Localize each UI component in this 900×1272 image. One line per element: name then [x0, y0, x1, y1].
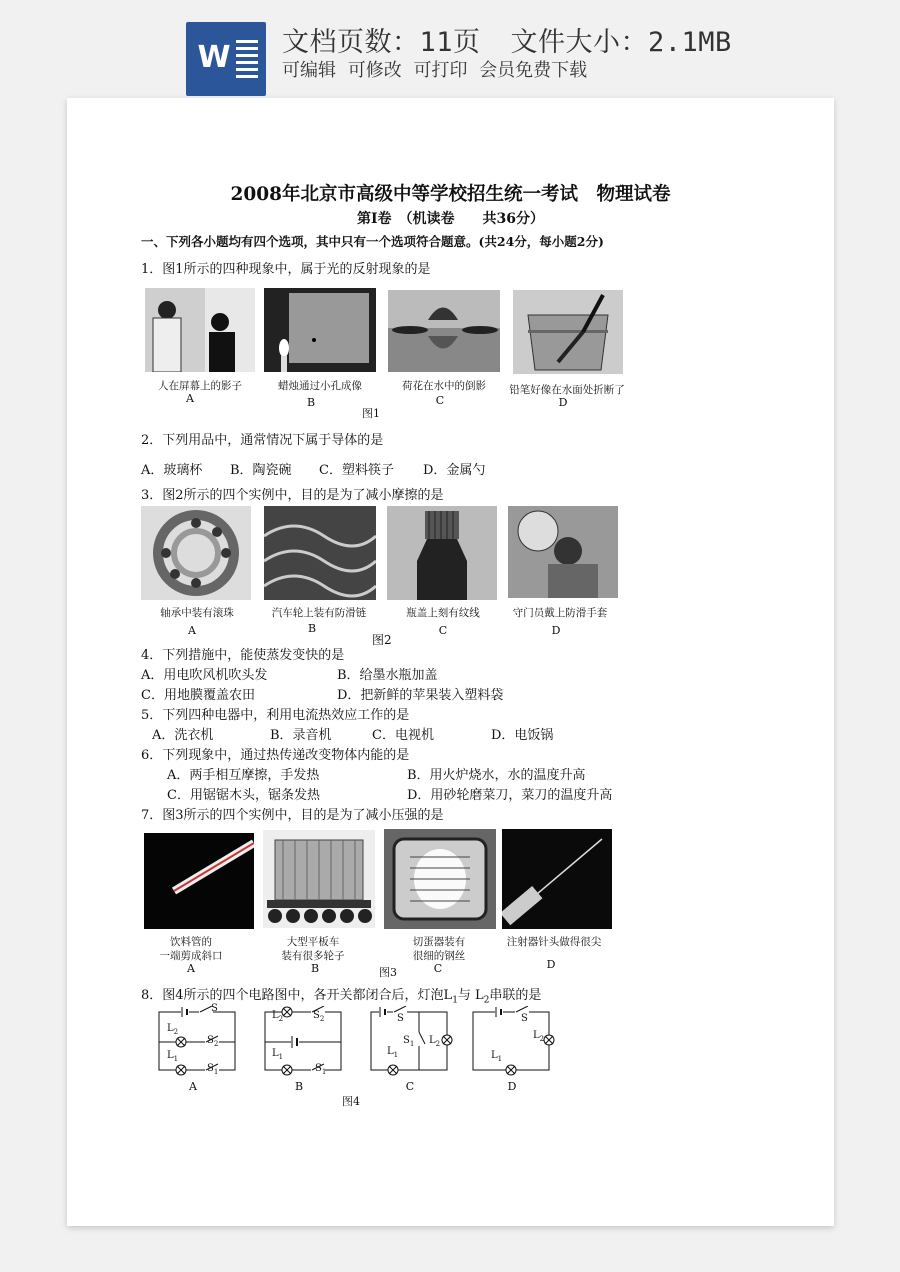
- q1-letter-c: C: [435, 394, 445, 407]
- circuit-b-s2-letter: S: [313, 1010, 320, 1021]
- section-heading: 一、下列各小题均有四个选项，其中只有一个选项符合题意。(共24分，每小题2分): [141, 234, 604, 249]
- question-8-stem: [141, 984, 541, 1006]
- feature-list: 可编辑 可修改 可打印 会员免费下载: [282, 60, 588, 81]
- q3-letter-b: B: [307, 622, 317, 635]
- q7-caption-c-line2: 很细的钢丝: [412, 950, 466, 962]
- circuit-c-s1-letter: S: [403, 1035, 410, 1046]
- q7-letter-a: A: [187, 962, 195, 975]
- q1-caption-a: 人在屏幕上的影子: [158, 380, 242, 392]
- q8-subscript-2: 2: [483, 995, 490, 1006]
- straw-photo: [144, 833, 254, 929]
- q1-caption-d: 铅笔好像在水面处折断了: [509, 384, 625, 396]
- q3-letter-a: A: [188, 624, 196, 637]
- q3-letter-c: C: [438, 624, 448, 637]
- q8-letter-c: C: [405, 1080, 415, 1093]
- circuit-a-l2-letter: L: [167, 1023, 174, 1034]
- figure-1-label: 图1: [362, 407, 380, 420]
- question-2-stem: 2．下列用品中，通常情况下属于导体的是: [141, 433, 384, 448]
- circuit-c-l1-sub: 1: [393, 1051, 399, 1059]
- q8-subscript-1: 1: [452, 995, 458, 1006]
- question-7-stem: 7．图3所示的四个实例中，目的是为了减小压强的是: [141, 808, 444, 823]
- q8-stem-part3: 串联的是: [489, 988, 542, 1003]
- circuit-b-s2-sub: 2: [319, 1015, 325, 1023]
- q6-option-b: B．用火炉烧水，水的温度升高: [407, 768, 586, 783]
- q7-letter-c: C: [433, 962, 443, 975]
- q8-stem-part1: 8．图4所示的四个电路图中，各开关都闭合后，灯泡L: [141, 988, 453, 1003]
- document-info-banner: [0, 0, 900, 100]
- q1-caption-c: 荷花在水中的倒影: [402, 380, 486, 392]
- circuit-c-l1-letter: L: [387, 1046, 394, 1057]
- circuit-b-l1-label: [272, 1048, 283, 1061]
- q4-option-a: A．用电吹风机吹头发: [141, 668, 268, 683]
- circuit-diagram-a: [155, 1006, 241, 1078]
- q7-caption-a-line2: 一端剪成斜口: [159, 950, 223, 962]
- circuit-b-s1-sub: 1: [321, 1068, 327, 1076]
- q1-letter-a: A: [186, 392, 194, 405]
- shadow-on-screen-photo: [145, 288, 255, 372]
- exam-subtitle: 第Ⅰ卷 （机读卷 共36分）: [356, 211, 545, 227]
- q8-letter-a: A: [189, 1080, 197, 1093]
- q2-option-a: A．玻璃杯: [141, 463, 203, 478]
- question-5-stem: 5．下列四种电器中，利用电流热效应工作的是: [141, 708, 410, 723]
- circuit-b-l2-label: [272, 1010, 283, 1023]
- circuit-c-switch-s-label: S: [397, 1013, 404, 1024]
- circuit-c-l1-label: [387, 1046, 398, 1059]
- file-size: 文件大小：2.1MB: [510, 27, 732, 58]
- q7-caption-a-line1: 饮料管的: [170, 936, 212, 948]
- egg-slicer-photo: [384, 829, 496, 929]
- q7-letter-d: D: [546, 958, 556, 971]
- q3-caption-d: 守门员戴上防滑手套: [512, 607, 608, 619]
- question-4-stem: 4．下列措施中，能使蒸发变快的是: [141, 648, 345, 663]
- page-count: 文档页数：11页: [282, 27, 481, 58]
- circuit-a-l1-label: [167, 1050, 178, 1063]
- q1-caption-b: 蜡烛通过小孔成像: [278, 380, 362, 392]
- syringe-photo: [502, 829, 612, 929]
- circuit-a-s1-letter: S: [207, 1063, 214, 1074]
- circuit-d-l2-sub: 2: [539, 1035, 545, 1043]
- circuit-b-l2-sub: 2: [278, 1015, 284, 1023]
- bearing-balls-photo: [141, 506, 251, 600]
- circuit-a-l2-sub: 2: [173, 1028, 179, 1036]
- question-1-stem: 1．图1所示的四种现象中，属于光的反射现象的是: [141, 262, 431, 277]
- circuit-d-l2-label: [533, 1030, 544, 1043]
- q5-option-c: C．电视机: [372, 728, 434, 743]
- q8-stem-part2: 与 L: [457, 988, 484, 1003]
- figure-2-label: 图2: [372, 633, 392, 647]
- question-3-stem: 3．图2所示的四个实例中，目的是为了减小摩擦的是: [141, 488, 444, 503]
- circuit-b-l1-sub: 1: [278, 1053, 284, 1061]
- q2-option-d: D．金属勺: [423, 463, 486, 478]
- circuit-d-switch-s-label: S: [521, 1013, 528, 1024]
- goalkeeper-gloves-photo: [508, 506, 618, 598]
- circuit-b-l2-letter: L: [272, 1010, 279, 1021]
- bent-pencil-in-water-photo: [513, 290, 623, 374]
- exam-title: 2008年北京市高级中等学校招生统一考试 物理试卷: [230, 184, 671, 205]
- q7-letter-b: B: [310, 962, 320, 975]
- q3-caption-a: 轴承中装有滚珠: [160, 607, 234, 619]
- circuit-a-s1-label: [207, 1063, 218, 1076]
- circuit-b-s1-letter: S: [315, 1063, 322, 1074]
- q4-option-c: C．用地膜覆盖农田: [141, 688, 255, 703]
- circuit-c-s1-sub: 1: [409, 1040, 415, 1048]
- question-6-stem: 6．下列现象中，通过热传递改变物体内能的是: [141, 748, 410, 763]
- q6-option-c: C．用锯锯木头，锯条发热: [167, 788, 320, 803]
- q2-option-c: C．塑料筷子: [319, 463, 394, 478]
- q3-caption-c: 瓶盖上刻有纹线: [406, 607, 480, 619]
- circuit-a-switch-s-label: S: [211, 1003, 218, 1014]
- circuit-b-s2-label: [313, 1010, 324, 1023]
- q1-letter-d: D: [558, 396, 568, 409]
- q4-option-d: D．把新鲜的苹果装入塑料袋: [337, 688, 504, 703]
- tire-chain-photo: [264, 506, 376, 600]
- pinhole-candle-photo: [264, 288, 376, 372]
- q1-letter-b: B: [306, 396, 316, 409]
- circuit-b-s1-label: [315, 1063, 326, 1076]
- exam-page: [67, 98, 834, 1226]
- circuit-a-s1-sub: 1: [213, 1068, 219, 1076]
- q4-option-b: B．给墨水瓶加盖: [337, 668, 438, 683]
- circuit-a-l1-letter: L: [167, 1050, 174, 1061]
- circuit-c-l2-label: [429, 1035, 440, 1048]
- q7-caption-b-line2: 装有很多轮子: [281, 950, 345, 962]
- circuit-a-l1-sub: 1: [173, 1055, 179, 1063]
- document-lines-icon: [236, 40, 258, 82]
- circuit-c-s1-label: [403, 1035, 414, 1048]
- file-meta: [282, 20, 732, 59]
- bottle-cap-photo: [387, 506, 497, 600]
- q6-option-a: A．两手相互摩擦，手发热: [167, 768, 320, 783]
- circuit-d-l1-letter: L: [491, 1050, 498, 1061]
- q7-caption-c-line1: 切蛋器装有: [412, 936, 466, 948]
- q8-letter-d: D: [507, 1080, 517, 1093]
- q7-caption-b-line1: 大型平板车: [286, 936, 340, 948]
- q5-option-d: D．电饭锅: [491, 728, 554, 743]
- circuit-d-l1-sub: 1: [497, 1055, 503, 1063]
- circuit-c-l2-letter: L: [429, 1035, 436, 1046]
- q5-option-b: B．录音机: [270, 728, 332, 743]
- q3-letter-d: D: [551, 624, 561, 637]
- q7-caption-d: 注射器针头做得很尖: [506, 936, 602, 948]
- circuit-c-l2-sub: 2: [435, 1040, 441, 1048]
- figure-3-label: 图3: [379, 966, 397, 979]
- lotus-reflection-photo: [388, 290, 500, 372]
- q6-option-d: D．用砂轮磨菜刀，菜刀的温度升高: [407, 788, 613, 803]
- circuit-a-s2-label: [207, 1035, 218, 1048]
- circuit-d-l2-letter: L: [533, 1030, 540, 1041]
- q3-caption-b: 汽车轮上装有防滑链: [271, 607, 367, 619]
- circuit-a-s2-letter: S: [207, 1035, 214, 1046]
- word-document-icon: [186, 22, 266, 96]
- q8-letter-b: B: [294, 1080, 304, 1093]
- circuit-a-s2-sub: 2: [213, 1040, 219, 1048]
- circuit-a-l2-label: [167, 1023, 178, 1036]
- circuit-d-l1-label: [491, 1050, 502, 1063]
- q2-option-b: B．陶瓷碗: [230, 463, 292, 478]
- word-logo-letter: W: [197, 40, 231, 75]
- flatbed-truck-photo: [263, 830, 375, 928]
- circuit-b-l1-letter: L: [272, 1048, 279, 1059]
- figure-4-label: 图4: [342, 1095, 360, 1108]
- q5-option-a: A．洗衣机: [152, 728, 214, 743]
